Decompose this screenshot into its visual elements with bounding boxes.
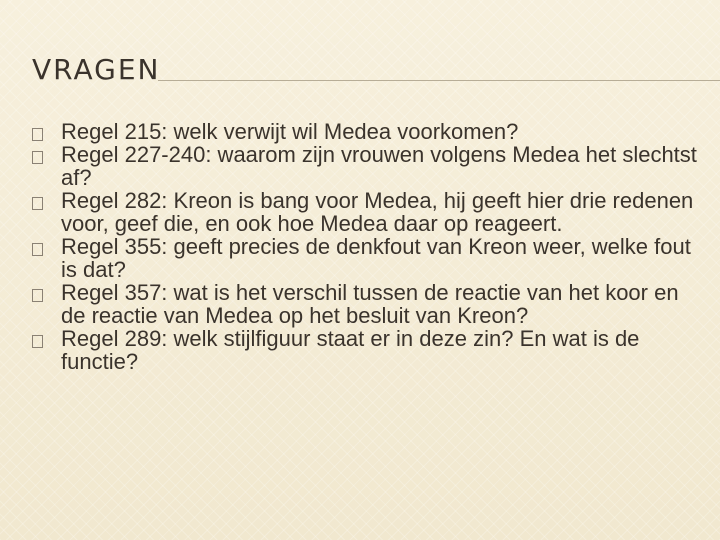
list-item xyxy=(32,120,702,143)
list-item xyxy=(32,189,702,235)
square-bullet-icon xyxy=(32,151,43,164)
bullet-text: Regel 215: welk verwijt wil Medea voorkomen? xyxy=(61,119,519,144)
bullet-list xyxy=(32,120,702,373)
bullet-text: Regel 357: wat is het verschil tussen de reactie van het koor en de reactie van Medea op het besluit van Kreon? xyxy=(61,280,679,328)
list-item xyxy=(32,327,702,373)
bullet-text: Regel 282: Kreon is bang voor Medea, hij geeft hier drie redenen voor, geef die, en ook hoe Medea daar op reageert. xyxy=(61,188,694,236)
square-bullet-icon xyxy=(32,335,43,348)
slide-title: VRAGEN xyxy=(32,53,161,86)
square-bullet-icon xyxy=(32,289,43,302)
bullet-text: Regel 289: welk stijlfiguur staat er in deze zin? En wat is de functie? xyxy=(61,326,640,374)
list-item xyxy=(32,235,702,281)
title-underline xyxy=(158,80,720,81)
list-item xyxy=(32,281,702,327)
square-bullet-icon xyxy=(32,243,43,256)
bullet-text: Regel 355: geeft precies de denkfout van Kreon weer, welke fout is dat? xyxy=(61,234,691,282)
square-bullet-icon xyxy=(32,128,43,141)
list-item xyxy=(32,143,702,189)
square-bullet-icon xyxy=(32,197,43,210)
bullet-text: Regel 227-240: waarom zijn vrouwen volgens Medea het slechtst af? xyxy=(61,142,697,190)
